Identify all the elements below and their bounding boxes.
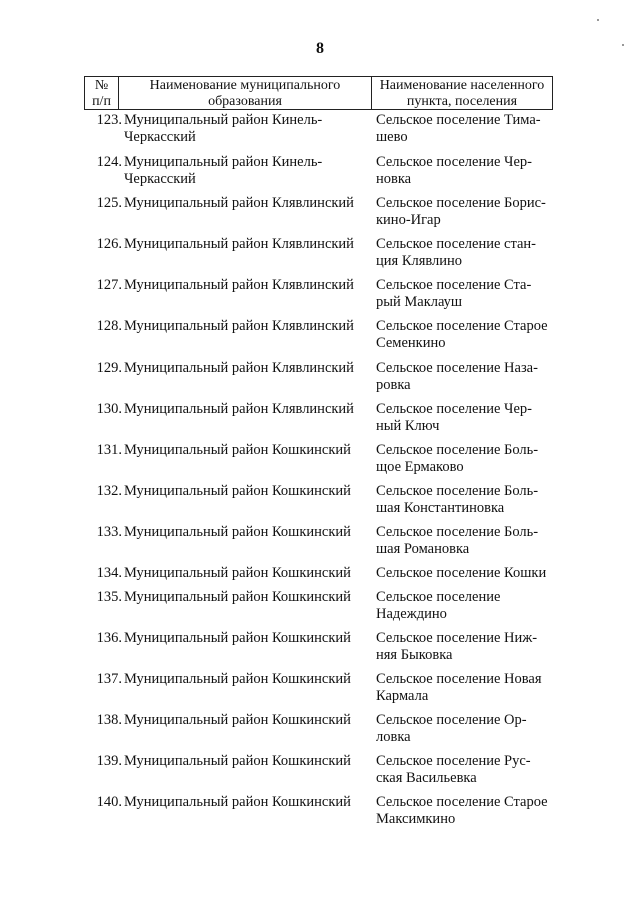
- row-number: 131.: [96, 442, 122, 458]
- header-municipality-line-1: Наименование муниципального: [149, 78, 341, 93]
- settlement-name: [376, 277, 552, 311]
- municipality-line: Муниципальный район Клявлинский: [124, 277, 354, 293]
- municipality-line: Муниципальный район Кошкинский: [124, 794, 351, 810]
- settlement-line: Кармала: [376, 688, 429, 704]
- settlement-name: [376, 712, 552, 746]
- row-number: 125.: [96, 195, 122, 211]
- row-number: 127.: [96, 277, 122, 293]
- row-number: 123.: [96, 112, 122, 128]
- municipality-line: Муниципальный район Кошкинский: [124, 753, 351, 769]
- settlement-line: Сельское поселение Ниж-: [376, 630, 538, 646]
- row-number: 124.: [96, 154, 122, 170]
- municipality-name: [124, 712, 368, 729]
- settlement-name: [376, 154, 552, 188]
- municipality-name: [124, 589, 368, 606]
- municipality-line: Муниципальный район Кошкинский: [124, 712, 351, 728]
- settlement-line: Сельское поселение стан-: [376, 236, 537, 252]
- municipality-line: Черкасский: [124, 171, 196, 187]
- table-header: [84, 76, 553, 110]
- settlement-line: Сельское поселение Чер-: [376, 401, 532, 417]
- municipality-line: Муниципальный район Кошкинский: [124, 442, 351, 458]
- scan-speck: [622, 44, 624, 46]
- row-number: 133.: [96, 524, 122, 540]
- row-number: 129.: [96, 360, 122, 376]
- settlement-line: Сельское поселение: [376, 589, 501, 605]
- settlement-name: [376, 589, 552, 623]
- municipality-name: [124, 565, 368, 582]
- settlement-name: [376, 483, 552, 517]
- settlement-line: Сельское поселение Наза-: [376, 360, 538, 376]
- settlement-line: щое Ермаково: [376, 459, 464, 475]
- municipality-name: [124, 112, 368, 146]
- municipality-name: [124, 630, 368, 647]
- row-number: 132.: [96, 483, 122, 499]
- settlement-name: [376, 671, 552, 705]
- settlement-line: ловка: [376, 729, 411, 745]
- header-number-line-2: п/п: [92, 94, 111, 109]
- header-settlement-cell: [372, 77, 553, 110]
- row-number: 138.: [96, 712, 122, 728]
- municipality-name: [124, 524, 368, 541]
- municipality-line: Муниципальный район Клявлинский: [124, 195, 354, 211]
- municipality-name: [124, 483, 368, 500]
- settlement-line: Надеждино: [376, 606, 447, 622]
- settlement-line: новка: [376, 171, 412, 187]
- header-municipality-line-2: образования: [208, 94, 282, 109]
- settlement-name: [376, 195, 552, 229]
- row-number: 137.: [96, 671, 122, 687]
- settlement-line: Сельское поселение Боль-: [376, 442, 539, 458]
- municipality-line: Муниципальный район Кошкинский: [124, 483, 351, 499]
- row-number: 130.: [96, 401, 122, 417]
- row-number: 136.: [96, 630, 122, 646]
- settlement-line: кино-Игар: [376, 212, 441, 228]
- settlement-line: рый Маклауш: [376, 294, 463, 310]
- municipality-line: Муниципальный район Кошкинский: [124, 565, 351, 581]
- municipality-name: [124, 401, 368, 418]
- settlement-name: [376, 236, 552, 270]
- header-number-cell: [85, 77, 119, 110]
- municipality-name: [124, 236, 368, 253]
- settlement-line: Максимкино: [376, 811, 456, 827]
- settlement-line: шая Константиновка: [376, 500, 505, 516]
- settlement-line: ровка: [376, 377, 411, 393]
- header-municipality-cell: [119, 77, 372, 110]
- municipality-line: Муниципальный район Клявлинский: [124, 401, 354, 417]
- settlement-line: Сельское поселение Старое: [376, 794, 548, 810]
- scan-speck: [597, 19, 599, 21]
- settlement-line: Сельское поселение Новая: [376, 671, 542, 687]
- settlement-line: Сельское поселение Ор-: [376, 712, 527, 728]
- row-number: 140.: [96, 794, 122, 810]
- settlement-line: Сельское поселение Борис-: [376, 195, 546, 211]
- municipality-line: Черкасский: [124, 129, 196, 145]
- municipality-line: Муниципальный район Клявлинский: [124, 236, 354, 252]
- header-settlement-line-1: Наименование населенного: [379, 78, 545, 93]
- settlement-name: [376, 565, 552, 582]
- municipality-name: [124, 794, 368, 811]
- municipality-line: Муниципальный район Кошкинский: [124, 524, 351, 540]
- settlement-name: [376, 360, 552, 394]
- settlement-line: ция Клявлино: [376, 253, 463, 269]
- settlement-line: Сельское поселение Тима-: [376, 112, 541, 128]
- municipality-name: [124, 442, 368, 459]
- settlement-name: [376, 794, 552, 828]
- header-number-line-1: №: [94, 78, 109, 93]
- row-number: 126.: [96, 236, 122, 252]
- settlement-line: Сельское поселение Боль-: [376, 524, 539, 540]
- settlement-name: [376, 442, 552, 476]
- header-settlement-line-2: пункта, поселения: [406, 94, 518, 109]
- settlement-line: Сельское поселение Боль-: [376, 483, 539, 499]
- municipality-name: [124, 154, 368, 188]
- settlement-name: [376, 112, 552, 146]
- settlement-line: Сельское поселение Старое: [376, 318, 548, 334]
- page-number: 8: [316, 40, 324, 57]
- municipality-name: [124, 360, 368, 377]
- settlement-line: Семенкино: [376, 335, 446, 351]
- settlement-line: ный Ключ: [376, 418, 440, 434]
- municipality-line: Муниципальный район Клявлинский: [124, 360, 354, 376]
- municipality-name: [124, 195, 368, 212]
- row-number: 139.: [96, 753, 122, 769]
- municipality-line: Муниципальный район Кошкинский: [124, 589, 351, 605]
- settlement-name: [376, 630, 552, 664]
- municipality-line: Муниципальный район Кошкинский: [124, 630, 351, 646]
- settlement-line: шая Романовка: [376, 541, 470, 557]
- municipality-name: [124, 753, 368, 770]
- municipality-name: [124, 671, 368, 688]
- municipality-line: Муниципальный район Клявлинский: [124, 318, 354, 334]
- settlement-name: [376, 524, 552, 558]
- settlement-line: Сельское поселение Чер-: [376, 154, 532, 170]
- settlement-name: [376, 753, 552, 787]
- settlement-line: Сельское поселение Ста-: [376, 277, 532, 293]
- settlement-name: [376, 318, 552, 352]
- municipality-line: Муниципальный район Кошкинский: [124, 671, 351, 687]
- municipality-name: [124, 277, 368, 294]
- settlement-line: няя Быковка: [376, 647, 453, 663]
- row-number: 135.: [96, 589, 122, 605]
- settlement-line: ская Васильевка: [376, 770, 477, 786]
- municipality-name: [124, 318, 368, 335]
- row-number: 128.: [96, 318, 122, 334]
- municipality-line: Муниципальный район Кинель-: [124, 112, 323, 128]
- settlement-line: Сельское поселение Кошки: [376, 565, 547, 581]
- settlement-line: Сельское поселение Рус-: [376, 753, 531, 769]
- municipality-line: Муниципальный район Кинель-: [124, 154, 323, 170]
- settlement-line: шево: [376, 129, 408, 145]
- settlement-name: [376, 401, 552, 435]
- row-number: 134.: [96, 565, 122, 581]
